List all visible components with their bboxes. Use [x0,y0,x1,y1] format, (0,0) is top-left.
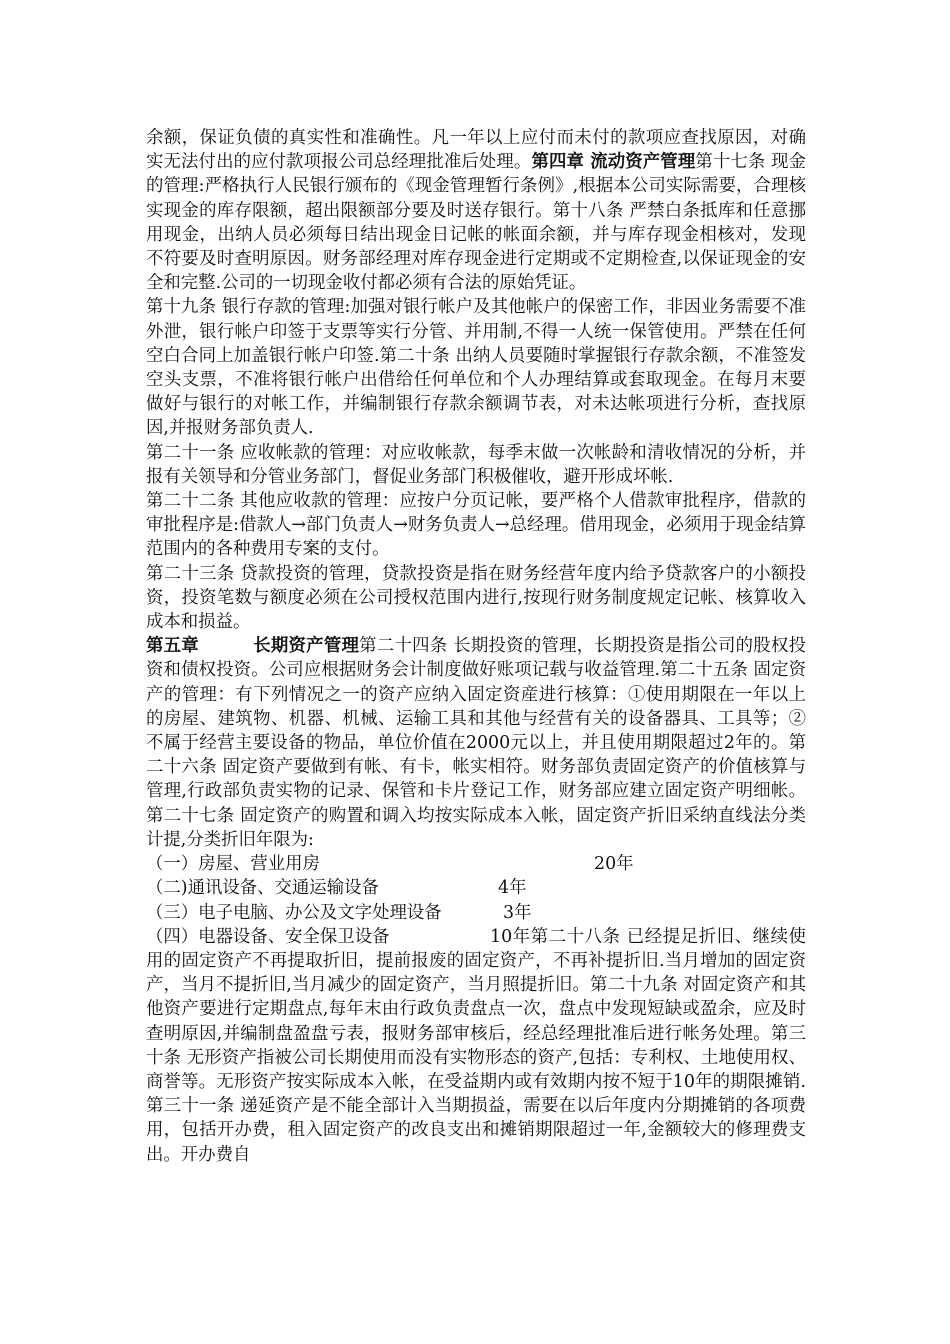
paragraph-article-28 [146,925,806,1167]
paragraph-chapter-5 [146,634,806,852]
depreciation-schedule [146,852,806,925]
schedule-item: （一）房屋、营业用房 [146,854,320,875]
paragraph-article-22: 第二十二条 其他应收款的管理：应按户分页记帐，要严格个人借款审批程序，借款的审批程序是:借款人→部门负责人→财务负责人→总经理。借用现金，必须用于现金结算范围内的各种费用专案的支付。 [146,491,806,560]
schedule-years: 3年 [503,902,532,923]
chapter-heading-title: 长期资产管理 [252,636,360,657]
schedule-years: 10年 [490,926,531,947]
document-page [146,126,806,1167]
paragraph-text: 第二十八条 已经提足折旧、继续使用的固定资产不再提取折旧，提前报废的固定资产，不再补提折旧.当月增加的固定资产，当月不提折旧,当月减少的固定资产，当月照提折旧。第二十九条 对固定资产和其他资产要进行定期盘点,每年末由行政负责盘点一次，盘点中发现短缺或盈余，应及时查明原因,并编制盘盈盘亏表，报财务部审核后，经总经理批准后进行帐务处理。第三十条 无形资产指被公司长期使用而没有实物形态的资产,包括：专利权、土地使用权、商誉等。无形资产按实际成本入帐，在受益期内或有效期内按不短于10年的期限摊销.第三十一条 递延资产是不能全部计入当期损益，需要在以后年度内分期摊销的各项费用，包括开办费，租入固定资产的改良支出和摊销期限超过一年,金额较大的修理费支出。开办费自 [146,926,807,1165]
schedule-row [146,901,806,925]
schedule-item: （二)通讯设备、交通运输设备 [146,878,379,899]
schedule-years: 4年 [498,878,527,899]
chapter-heading: 第五章 [146,636,199,657]
schedule-item: （四）电器设备、安全保卫设备 [146,926,390,947]
paragraph-text: 第十七条 现金的管理:严格执行人民银行颁布的《现金管理暂行条例》,根据本公司实际需要，合理核实现金的库存限额，超出限额部分要及时送存银行。第十八条 严禁白条抵库和任意挪用现金，出纳人员必须每日结出现金日记帐的帐面余额，并与库存现金相核对，发现不符要及时查明原因。财务部经理对库存现金进行定期或不定期检查,以保证现金的安全和完整.公司的一切现金收付都必须有合法的原始凭证。 [146,152,806,294]
schedule-years: 20年 [594,854,634,875]
paragraph-chapter-4 [146,126,806,295]
schedule-row [146,876,806,900]
chapter-heading: 第四章 流动资产管理 [531,152,696,173]
paragraph-article-23: 第二十三条 贷款投资的管理，贷款投资是指在财务经营年度内给予贷款客户的小额投资，投资笔数与额度必须在公司授权范围内进行,按现行财务制度规定记帐、核算收入成本和损益。 [146,563,806,633]
paragraph-text: 余额，保证负债的真实性和准确性。凡一年以上应付而未付的款项应查找原因，对确实无法付出的应付款项报公司总经理批准后处理。 [146,128,806,173]
paragraph-article-21: 第二十一条 应收帐款的管理：对应收帐款，每季末做一次帐龄和清收情况的分析，并报有关领导和分管业务部门，督促业务部门积极催收，避开形成坏帐. [146,442,806,487]
paragraph-text: 第二十四条 长期投资的管理，长期投资是指公司的股权投资和债权投资。公司应根据财务会计制度做好账项记载与收益管理.第二十五条 固定资产的管理：有下列情况之一的资产应纳入固定资産进行核算：①使用期限在一年以上的房屋、建筑物、机器、机械、运输工具和其他与经营有关的设备器具、工具等；②不属于经营主要设备的物品，单位价值在2000元以上，并且使用期限超过2年的。第二十六条 固定资产要做到有帐、有卡，帐实相符。财务部负责固定资产的价值核算与管理,行政部负责实物的记录、保管和卡片登记工作，财务部应建立固定资产明细帐。第二十七条 固定资产的购置和调入均按实际成本入帐，固定资产折旧采纳直线法分类计提,分类折旧年限为: [146,636,806,850]
schedule-row [146,852,806,876]
paragraph-article-19: 第十九条 银行存款的管理:加强对银行帐户及其他帐户的保密工作，非因业务需要不准外泄，银行帐户印签于支票等实行分管、并用制,不得一人统一保管使用。严禁在任何空白合同上加盖银行帐户印签.第二十条 出纳人员要随时掌握银行存款余额，不准签发空头支票，不准将银行帐户出借给任何单位和个人办理结算或套取现金。在每月末要做好与银行的对帐工作，并编制银行存款余额调节表，对未达帐项进行分析，查找原因,并报财务部负责人. [146,297,806,439]
schedule-item: （三）电子电脑、办公及文字处理设备 [146,902,442,923]
